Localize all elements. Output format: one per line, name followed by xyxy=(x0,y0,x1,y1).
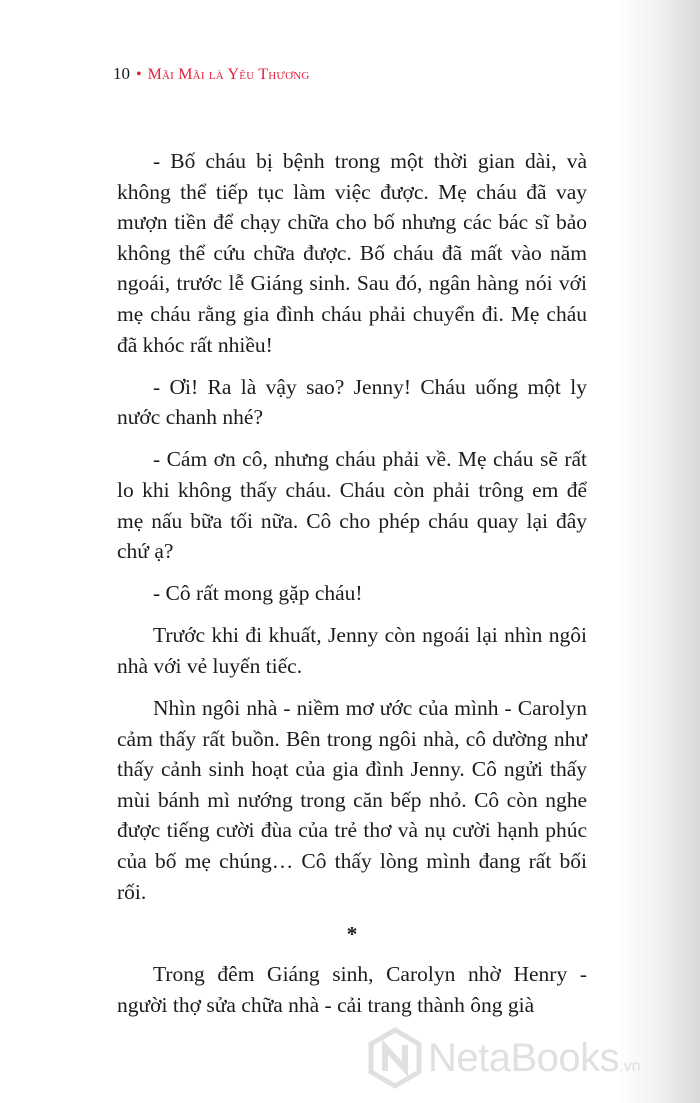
paragraph: Trong đêm Giáng sinh, Carolyn nhờ Henry - người thợ sửa chữa nhà - cải trang thành ông già xyxy=(117,962,587,1017)
watermark-tld: .vn xyxy=(619,1058,641,1075)
paragraph: - Cô rất mong gặp cháu! xyxy=(153,581,363,606)
paragraph: - Ơi! Ra là vậy sao? Jenny! Cháu uống một ly nước chanh nhé? xyxy=(117,374,587,430)
paragraph: - Cám ơn cô, nhưng cháu phải về. Mẹ cháu sẽ rất lo khi không thấy cháu. Cháu còn phải trông em để mẹ nấu bữa tối nữa. Cô cho phép cháu quay lại đây chứ ạ? xyxy=(117,447,587,564)
section-break: * xyxy=(346,921,358,946)
paragraph: Nhìn ngôi nhà - niềm mơ ước của mình - Carolyn cảm thấy rất buồn. Bên trong ngôi nhà, cô dường như thấy cảnh sinh hoạt của gia đình Jenny. Cô ngửi thấy mùi bánh mì nướng trong căn bếp nhỏ. Cô còn nghe được tiếng cười đùa của trẻ thơ và nụ cười hạnh phúc của bố mẹ chúng… Cô thấy lòng mình đang rất bối rối. xyxy=(117,696,587,904)
paragraph: Trước khi đi khuất, Jenny còn ngoái lại nhìn ngôi nhà với vẻ luyến tiếc. xyxy=(117,623,587,678)
netabooks-logo-icon xyxy=(364,1027,426,1089)
watermark xyxy=(364,1026,694,1090)
book-title: Mãi Mãi là Yêu Thương xyxy=(147,66,310,83)
page-number: 10 xyxy=(113,64,130,83)
page-body xyxy=(117,146,587,1032)
paragraph: - Bố cháu bị bệnh trong một thời gian dài, và không thể tiếp tục làm việc được. Mẹ cháu đã vay mượn tiền để chạy chữa cho bố nhưng các bác sĩ bảo không thể cứu chữa được. Bố cháu đã mất vào năm ngoái, trước lễ Giáng sinh. Sau đó, ngân hàng nói với mẹ cháu rằng gia đình cháu phải chuyển đi. Mẹ cháu đã khóc rất nhiều! xyxy=(117,149,587,357)
watermark-brand: NetaBooks xyxy=(428,1035,620,1080)
header-separator: • xyxy=(136,66,142,83)
running-header xyxy=(113,64,310,84)
